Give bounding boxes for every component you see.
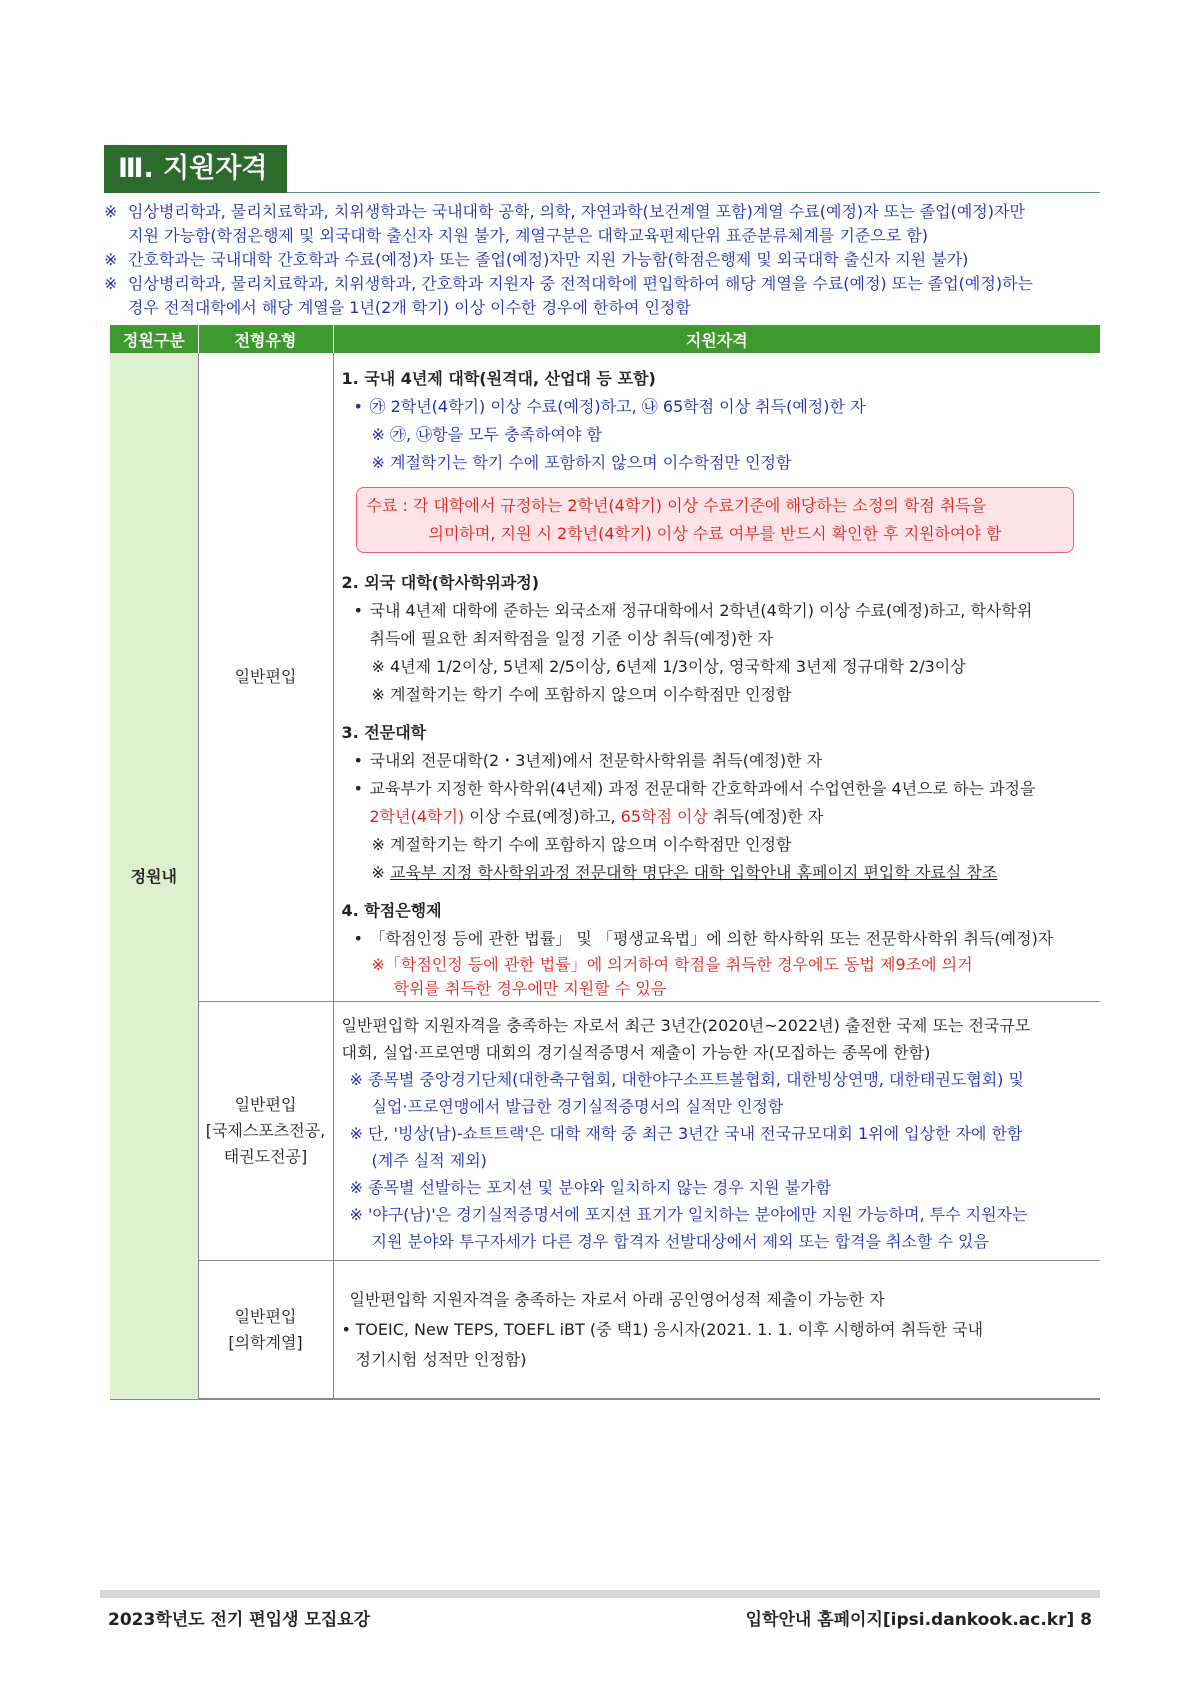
eligibility-table bbox=[110, 325, 1100, 1400]
header-category: 정원구분 bbox=[110, 325, 198, 353]
section-heading bbox=[104, 145, 1100, 195]
list-item: • TOEIC, New TEPS, TOEFL iBT (중 택1) 응시자(2021. 1. 1. 이후 시행하여 취득한 국내 bbox=[341, 1319, 984, 1339]
note-2: ※ 간호학과는 국내대학 간호학과 수료(예정)자 또는 졸업(예정)자만 지원 가능함(학점은행제 및 외국대학 출신자 지원 불가) bbox=[104, 250, 969, 269]
header-qualification: 지원자격 bbox=[333, 325, 1100, 353]
note-3: ※ 임상병리학과, 물리치료학과, 치위생학과, 간호학과 지원자 중 전적대학에 편입학하여 해당 계열을 수료(예정) 또는 졸업(예정)하는 경우 전적대학에서 해당 계열을 1년(2개 학기) 이상 이수한 경우에 한하여 인정함 bbox=[104, 274, 1033, 317]
list-item: • 국내 4년제 대학에 준하는 외국소재 정규대학에서 2학년(4학기) 이상 수료(예정)하고, 학사학위 bbox=[353, 601, 1033, 620]
qualification-cell-general: 1. 국내 4년제 대학(원격대, 산업대 등 포함) • ㉮ 2학년(4학기) 이상 수료(예정)하고, ㉯ 65학점 이상 취득(예정)한 자 ※ ㉮, ㉯항을 모두 충족하여야 함 ※ 계절학기는 학기 수에 포함하지 않으며 이수학점만 인정함 수료 : 각 대학에서 규정하는 2학년(4학기) 이상 수료기준에 해당하는 소정의 학점 취득을 의미하며, 지원 시 2학년(4학기) 이상 수료 여부를 반드시 확인한 후 지원하여야 함 2. 외국 대학(학사학위과정) • 국내 4년제 대학에 준하는 외국소재 정규대학에서 2학년(4학기) 이상 수료(예정)하고, 학사학위 취득에 필요한 최저학점을 일정 기준 이상 취득(예정)한 자 ※ 4년제 1/2이상, 5년제 2/5이상, 6년제 1/3이상, 영국학제 3년제 정규대학 2/3이상 ※ 계절학기는 학기 수에 포함하지 않으며 이수학점만 인정함 3. 전문대학 • 국내외 전문대학(2・3년제)에서 전문학사학위를 취득(예정)한 자 • 교육부가 지정한 학사학위(4년제) 과정 전문대학 간호학과에서 수업연한을 4년으로 하는 과정을 2학년(4학기) 이상 수료(예정)하고, 65학점 이상 취득(예정)한 자 ※ 계절학기는 학기 수에 포함하지 않으며 이수학점만 인정함 ※ 교육부 지정 학사학위과정 전문대학 명단은 대학 입학안내 홈페이지 편입학 자료실 참조 4. 학점은행제 • 「학점인정 등에 관한 법률」 및 「평생교육법」에 의한 학사학위 또는 전문학사학위 취득(예정)자 ※「학점인정 등에 관한 법률」에 의거하여 학점을 취득한 경우에도 동법 제9조에 의거 학위를 취득한 경우에만 지원할 수 있음 bbox=[333, 353, 1100, 1002]
table-header-row bbox=[110, 325, 1100, 353]
heading-divider bbox=[287, 192, 1100, 193]
completion-callout: 수료 : 각 대학에서 규정하는 2학년(4학기) 이상 수료기준에 해당하는 소정의 학점 취득을 의미하며, 지원 시 2학년(4학기) 이상 수료 여부를 반드시 확인한 후 지원하여야 함 bbox=[356, 487, 1075, 553]
section-title: Ⅲ. 지원자격 bbox=[104, 145, 287, 193]
table-row bbox=[110, 1261, 1100, 1400]
section-college-title: 3. 전문대학 bbox=[341, 723, 427, 742]
section-domestic-title: 1. 국내 4년제 대학(원격대, 산업대 등 포함) bbox=[341, 369, 656, 388]
footer-title: 2023학년도 전기 편입생 모집요강 bbox=[108, 1610, 371, 1630]
type-cell-sports: 일반편입 [국제스포츠전공, 태권도전공] bbox=[198, 1002, 333, 1261]
list-item: • 교육부가 지정한 학사학위(4년제) 과정 전문대학 간호학과에서 수업연한을 4년으로 하는 과정을 bbox=[353, 779, 1036, 798]
college-list-link[interactable]: 교육부 지정 학사학위과정 전문대학 명단은 대학 입학안내 홈페이지 편입학 자료실 참조 bbox=[390, 863, 998, 882]
note-1: ※ 임상병리학과, 물리치료학과, 치위생학과는 국내대학 공학, 의학, 자연과학(보건계열 포함)계열 수료(예정)자 또는 졸업(예정)자만 지원 가능함(학점은행제 및 외국대학 출신자 지원 불가, 계열구분은 대학교육편제단위 표준분류체계를 기준으로 함) bbox=[104, 202, 1025, 245]
type-cell-medical: 일반편입 [의학계열] bbox=[198, 1261, 333, 1400]
notes-block bbox=[104, 200, 1100, 320]
footer-page-info: 입학안내 홈페이지[ipsi.dankook.ac.kr] 8 bbox=[745, 1610, 1092, 1630]
table-row bbox=[110, 353, 1100, 1002]
section-foreign-title: 2. 외국 대학(학사학위과정) bbox=[341, 573, 540, 592]
footer-bar bbox=[100, 1590, 1100, 1598]
list-item: • ㉮ 2학년(4학기) 이상 수료(예정)하고, ㉯ 65학점 이상 취득(예정)한 자 bbox=[353, 397, 866, 416]
qualification-cell-medical: 일반편입학 지원자격을 충족하는 자로서 아래 공인영어성적 제출이 가능한 자 • TOEIC, New TEPS, TOEFL iBT (중 택1) 응시자(2021. 1. 1. 이후 시행하여 취득한 국내 정기시험 성적만 인정함) bbox=[333, 1261, 1100, 1400]
list-item: • 국내외 전문대학(2・3년제)에서 전문학사학위를 취득(예정)한 자 bbox=[353, 751, 823, 770]
qualification-cell-sports: 일반편입학 지원자격을 충족하는 자로서 최근 3년간(2020년~2022년) 출전한 국제 또는 전국규모 대회, 실업·프로연맹 대회의 경기실적증명서 제출이 가능한 자(모집하는 종목에 한함) ※ 종목별 중앙경기단체(대한축구협회, 대한야구소프트볼협회, 대한빙상연맹, 대한태권도협회) 및 실업·프로연맹에서 발급한 경기실적증명서의 실적만 인정함 ※ 단, '빙상(남)-쇼트트랙'은 대학 재학 중 최근 3년간 국내 전국규모대회 1위에 입상한 자에 한함 (계주 실적 제외) ※ 종목별 선발하는 포지션 및 분야와 일치하지 않는 경우 지원 불가함 ※ '야구(남)'은 경기실적증명서에 포지션 표기가 일치하는 분야에만 지원 가능하며, 투수 지원자는 지원 분야와 투구자세가 다른 경우 합격자 선발대상에서 제외 또는 합격을 취소할 수 있음 bbox=[333, 1002, 1100, 1261]
type-cell-general: 일반편입 bbox=[198, 353, 333, 1002]
table-row bbox=[110, 1002, 1100, 1261]
category-cell: 정원내 bbox=[110, 353, 198, 1399]
section-credit-bank-title: 4. 학점은행제 bbox=[341, 901, 442, 920]
list-item: • 「학점인정 등에 관한 법률」 및 「평생교육법」에 의한 학사학위 또는 전문학사학위 취득(예정)자 bbox=[353, 929, 1054, 948]
header-type: 전형유형 bbox=[198, 325, 333, 353]
